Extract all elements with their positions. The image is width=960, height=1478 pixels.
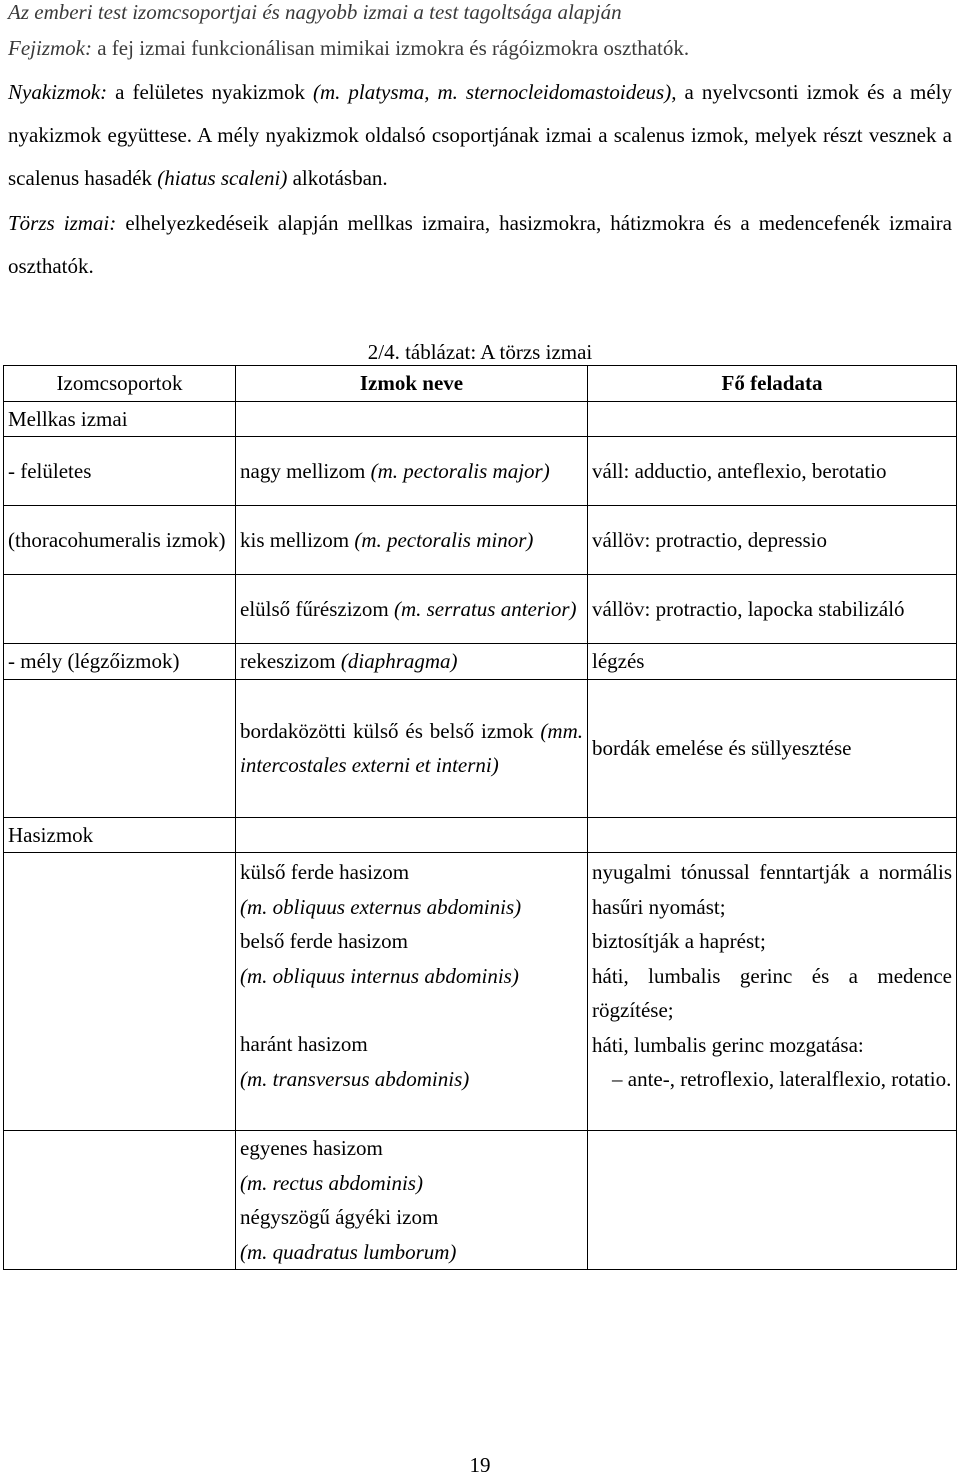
muscle-rectus-quadratus xyxy=(236,1131,588,1270)
muscle-latin: (m. pectoralis minor) xyxy=(354,527,534,552)
function-line: háti, lumbalis gerinc mozgatása: xyxy=(592,1032,864,1057)
muscle-name: elülső fűrészizom xyxy=(240,596,389,621)
nyakizmok-latin: (m. platysma, m. sternocleidomastoideus), xyxy=(312,80,677,104)
muscle-pectoralis-minor xyxy=(236,506,588,575)
function-line: háti, lumbalis gerinc és a medence rögzítése; xyxy=(592,963,952,1022)
muscle-name: bordaközötti külső és belső izmok xyxy=(240,718,534,743)
muscle-intercostales xyxy=(236,679,588,817)
muscle-latin: (m. rectus abdominis) xyxy=(240,1170,423,1195)
muscle-table xyxy=(3,365,957,1270)
group-hasizmok: Hasizmok xyxy=(4,817,236,853)
empty-cell xyxy=(4,1131,236,1270)
paragraph-fejizmok xyxy=(8,27,952,70)
empty-cell xyxy=(4,575,236,644)
header-izomcsoportok: Izomcsoportok xyxy=(4,366,236,402)
muscle-name: egyenes hasizom xyxy=(240,1136,383,1160)
function-cell: vállöv: protractio, depressio xyxy=(588,506,957,575)
group-mellkas: Mellkas izmai xyxy=(4,401,236,437)
empty-cell xyxy=(588,817,957,853)
empty-cell xyxy=(588,401,957,437)
table-row xyxy=(4,679,957,817)
group-felszines: - felületes xyxy=(4,437,236,506)
header-izmok-neve: Izmok neve xyxy=(236,366,588,402)
function-cell: légzés xyxy=(588,644,957,680)
muscle-name: kis mellizom xyxy=(240,527,350,552)
muscle-name: rekeszizom xyxy=(240,649,336,673)
muscle-diaphragma xyxy=(236,644,588,680)
table-row xyxy=(4,506,957,575)
table-row xyxy=(4,853,957,1131)
table-caption-text: 2/4. táblázat: A törzs izmai xyxy=(367,340,593,364)
muscle-abdominal-wall xyxy=(236,853,588,1131)
muscle-name: belső ferde hasizom xyxy=(240,929,408,953)
muscle-latin: (m. quadratus lumborum) xyxy=(240,1239,457,1264)
muscle-latin: (m. pectoralis major) xyxy=(370,458,550,483)
heading-text: Az emberi test izomcsoportjai és nagyobb izmai a test tagoltsága alapján xyxy=(8,0,622,24)
empty-cell xyxy=(4,853,236,1131)
function-line: nyugalmi tónussal fenntartják a normális hasűri nyomást; xyxy=(592,860,952,919)
nyakizmok-text-1: a felületes nyakizmok xyxy=(107,80,313,104)
function-cell: vállöv: protractio, lapocka stabilizáló xyxy=(588,575,957,644)
table-row xyxy=(4,1131,957,1270)
muscle-latin: (m. transversus abdominis) xyxy=(240,1066,470,1091)
table-row xyxy=(4,401,957,437)
torzs-text: elhelyezkedéseik alapján mellkas izmaira, hasizmokra, hátizmokra és a medencefenék izmaira oszthatók. xyxy=(8,211,952,278)
function-cell: váll: adductio, anteflexio, berotatio xyxy=(588,437,957,506)
group-thoracohumeralis: (thoracohumeralis izmok) xyxy=(4,506,236,575)
muscle-name: nagy mellizom xyxy=(240,458,366,483)
muscle-latin: (m. obliquus externus abdominis) xyxy=(240,894,522,919)
table-caption xyxy=(0,338,960,366)
empty-cell xyxy=(4,679,236,817)
function-line: – ante-, retroflexio, lateralflexio, rotatio. xyxy=(612,1067,952,1091)
nyakizmok-latin-2: (hiatus scaleni) xyxy=(157,166,288,190)
muscle-name: négyszögű ágyéki izom xyxy=(240,1205,439,1229)
nyakizmok-text-3: alkotásban. xyxy=(287,166,388,190)
muscle-name: külső ferde hasizom xyxy=(240,860,410,884)
nyakizmok-label: Nyakizmok: xyxy=(8,80,108,104)
muscle-latin: (m. obliquus internus abdominis) xyxy=(240,963,519,988)
muscle-pectoralis-major xyxy=(236,437,588,506)
table-row xyxy=(4,575,957,644)
function-abdominal xyxy=(588,853,957,1131)
muscle-serratus-anterior xyxy=(236,575,588,644)
paragraph-torzs xyxy=(8,202,952,288)
muscle-latin: (m. serratus anterior) xyxy=(393,596,577,621)
group-mely: - mély (légzőizmok) xyxy=(4,644,236,680)
fejizmok-label: Fejizmok: xyxy=(8,36,92,60)
table-row xyxy=(4,644,957,680)
muscle-latin: (diaphragma) xyxy=(340,649,458,673)
function-cell: bordák emelése és süllyesztése xyxy=(588,679,957,817)
nyakizmok-text-2: a nyelvcsonti izmok és a mély nyakizmok együttese. A mély nyakizmok oldalsó csoportjának izmai a scalenus izmok, melyek részt vesznek a scalenus hasadék xyxy=(8,80,952,190)
fejizmok-text: a fej izmai funkcionálisan mimikai izmokra és rágóizmokra oszthatók. xyxy=(91,36,690,60)
empty-cell xyxy=(588,1131,957,1270)
table-row xyxy=(4,817,957,853)
muscle-name: haránt hasizom xyxy=(240,1032,368,1056)
table-row xyxy=(4,437,957,506)
muscle-latin: (mm. intercostales externi et interni) xyxy=(240,718,583,777)
function-line: biztosítják a haprést; xyxy=(592,929,766,953)
torzs-label: Törzs izmai: xyxy=(8,211,117,235)
page-number: 19 xyxy=(469,1453,491,1477)
empty-cell xyxy=(236,817,588,853)
empty-cell xyxy=(236,401,588,437)
header-fo-feladata: Fő feladata xyxy=(588,366,957,402)
table-header-row xyxy=(4,366,957,402)
paragraph-nyakizmok xyxy=(8,71,952,200)
